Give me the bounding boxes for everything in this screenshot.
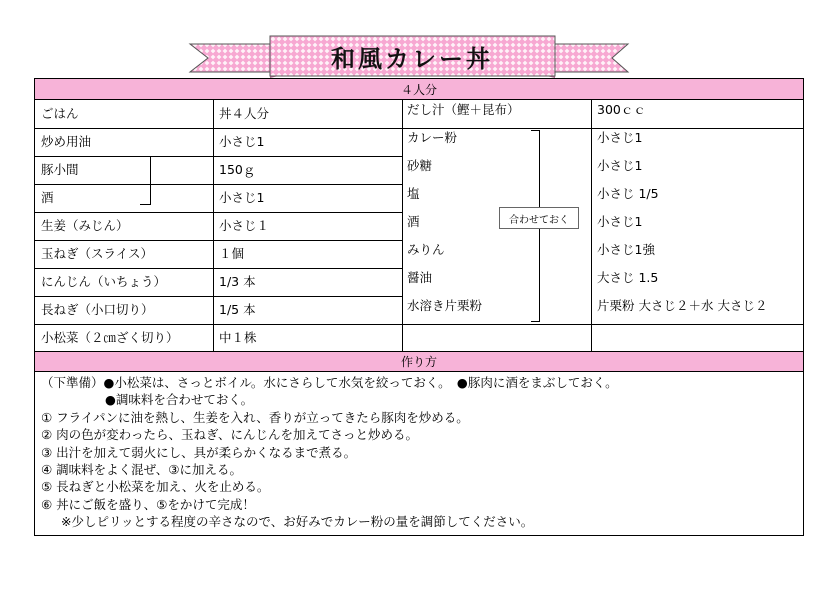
ingredient-amount: 1/5 本 (219, 302, 256, 317)
grid-line (35, 240, 402, 241)
grid-line (35, 128, 402, 129)
ingredient-amount: 小さじ１ (219, 218, 270, 233)
servings-label: ４人分 (400, 82, 437, 97)
ingredient-amount: 丼４人分 (219, 106, 270, 121)
ingredient-amount: 1/3 本 (219, 274, 256, 289)
ingredient-name: だし汁（鰹＋昆布） (407, 102, 520, 117)
ingredient-name: 酒 (407, 214, 420, 229)
ingredient-amount: 小さじ1強 (597, 242, 655, 257)
group-bracket (140, 156, 151, 205)
ingredient-amount: 小さじ1 (219, 134, 265, 149)
ingredient-name: 玉ねぎ（スライス） (41, 246, 154, 261)
servings-header (35, 79, 803, 100)
ingredient-name: にんじん（いちょう） (41, 274, 167, 289)
prep-line: ●調味料を合わせておく。 (105, 392, 254, 407)
ingredient-amount: 小さじ 1/5 (597, 186, 659, 201)
ingredient-name: みりん (407, 242, 445, 257)
ingredient-amount: 小さじ1 (219, 190, 265, 205)
ingredient-name: 炒め用油 (41, 134, 92, 149)
ingredient-name: カレー粉 (407, 130, 458, 145)
mix-note: 合わせておく (499, 207, 579, 229)
ingredient-amount: 片栗粉 大さじ２＋水 大さじ２ (597, 298, 768, 313)
step-line: ③ 出汁を加えて弱火にし、具が柔らかくなるまで煮る。 (41, 445, 357, 460)
grid-line (402, 128, 803, 129)
grid-line (402, 100, 403, 351)
step-line: ④ 調味料をよく混ぜ、③に加える。 (41, 462, 243, 477)
grid-line (35, 324, 402, 325)
ingredient-name: 豚小間 (41, 162, 79, 177)
step-line: ⑥ 丼にご飯を盛り、⑤をかけて完成！ (41, 497, 255, 512)
grid-line (213, 100, 214, 351)
ingredient-name: 酒 (41, 190, 54, 205)
ingredient-name: 砂糖 (407, 158, 433, 173)
ingredient-name: 水溶き片栗粉 (407, 298, 483, 313)
ingredient-amount: 300ｃｃ (597, 102, 646, 117)
ingredient-name: 長ねぎ（小口切り） (41, 302, 154, 317)
prep-line: （下準備）●小松菜は、さっとボイル。水にさらして水気を絞っておく。 ●豚肉に酒をまぶしておく。 (41, 375, 618, 390)
ingredient-name: 小松菜（２㎝ざく切り） (41, 330, 179, 345)
step-line: ② 肉の色が変わったら、玉ねぎ、にんじんを加えてさっと炒める。 (41, 427, 419, 442)
ingredient-table (35, 100, 803, 351)
grid-line (35, 184, 402, 185)
ingredient-amount: 大さじ 1.5 (597, 270, 659, 285)
recipe-sheet (34, 78, 804, 536)
ingredient-amount: 中１株 (219, 330, 257, 345)
grid-line (35, 156, 402, 157)
grid-line (35, 296, 402, 297)
title-banner (0, 0, 839, 80)
ingredient-name: ごはん (41, 106, 79, 121)
grid-line (402, 324, 803, 325)
grid-line (591, 100, 592, 351)
ingredient-name: 生姜（みじん） (41, 218, 129, 233)
ingredient-amount: 150ｇ (219, 162, 256, 177)
ingredient-amount: 小さじ1 (597, 130, 643, 145)
note-line: ※少しピリッとする程度の辛さなので、お好みでカレー粉の量を調節してください。 (61, 514, 534, 529)
step-line: ① フライパンに油を熱し、生姜を入れ、香りが立ってきたら豚肉を炒める。 (41, 410, 469, 425)
ingredient-name: 塩 (407, 186, 420, 201)
grid-line (35, 212, 402, 213)
ingredient-amount: 小さじ1 (597, 158, 643, 173)
ingredient-amount: 小さじ1 (597, 214, 643, 229)
grid-line (35, 268, 402, 269)
method-header-label: 作り方 (400, 355, 437, 369)
ingredient-amount: １個 (219, 246, 245, 261)
recipe-title: 和風カレー丼 (331, 44, 493, 73)
step-line: ⑤ 長ねぎと小松菜を加え、火を止める。 (41, 479, 270, 494)
method-header (35, 351, 803, 372)
ingredient-name: 醤油 (407, 270, 433, 285)
